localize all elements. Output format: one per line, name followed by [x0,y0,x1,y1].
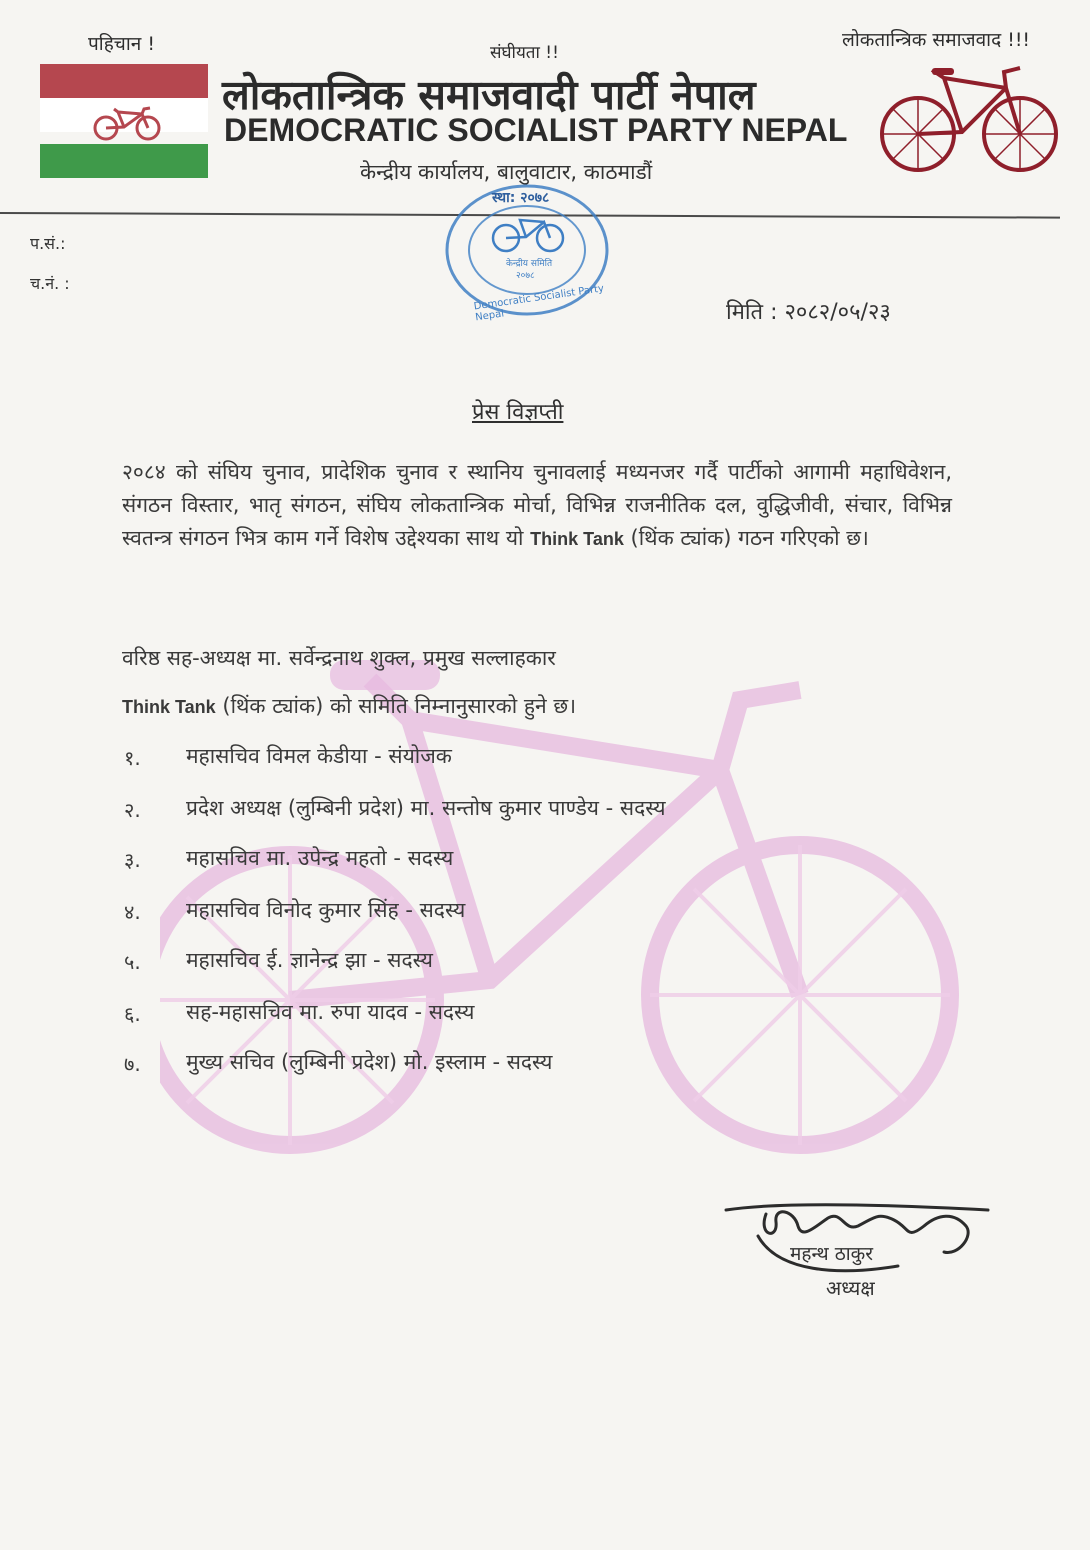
slogan-right: लोकतान्त्रिक समाजवाद !!! [842,29,1031,51]
paragraph-think-tank: Think Tank [530,529,624,549]
slogan-left: पहिचान ! [88,33,155,55]
committee-intro-text: (थिंक ट्यांक) को समिति निम्नानुसारको हुने छ। [222,694,577,718]
signatory-title: अध्यक्ष [826,1276,875,1300]
party-name-nepali: लोकतान्त्रिक समाजवादी पार्टी नेपाल [222,71,756,119]
paragraph-text-end: (थिंक ट्यांक) गठन गरिएको छ। [630,526,869,550]
official-stamp [444,182,610,324]
body-paragraph [122,456,952,556]
stamp-ring-text: Democratic Socialist Party Nepal [473,283,605,324]
member-number: ५. [124,950,141,974]
patra-sankhya-label: प.सं.: [30,234,66,253]
slogan-center: संघीयता !! [490,43,559,63]
office-address: केन्द्रीय कार्यालय, बालुवाटार, काठमाडौं [360,160,653,184]
member-number: ४. [124,900,141,924]
member-number: ३. [124,848,141,872]
member-number: १. [124,746,141,770]
committee-intro [122,692,576,720]
document-date: मिति : २०८२/०५/२३ [726,300,891,325]
document-heading: प्रेस विज्ञप्ती [472,400,564,425]
stamp-inner-text: केन्द्रीय समिति [506,259,553,269]
member-text: महासचिव विनोद कुमार सिंह - सदस्य [186,898,466,922]
member-number: ७. [124,1052,141,1076]
paragraph-text: २०८४ को संघिय चुनाव, प्रादेशिक चुनाव र स्थानिय चुनावलाई मध्यनजर गर्दै पार्टीको आगामी महाधिवेशन, संगठन विस्तार, भातृ संगठन, संघिय लोकतान्त्रिक मोर्चा, विभिन्न राजनीतिक दल, वुद्धिजीवी, संचार, विभिन्न स्वतन्त्र संगठन भित्र काम गर्ने विशेष उद्देश्यका साथ यो [122,460,952,550]
member-text: महासचिव ई. ज्ञानेन्द्र झा - सदस्य [186,948,433,972]
member-text: महासचिव विमल केडीया - संयोजक [186,744,452,768]
advisor-line: वरिष्ठ सह-अध्यक्ष मा. सर्वेन्द्रनाथ शुक्ल, प्रमुख सल्लाहकार [122,646,556,670]
member-text: प्रदेश अध्यक्ष (लुम्बिनी प्रदेश) मा. सन्तोष कुमार पाण्डेय - सदस्य [186,796,666,820]
member-number: २. [124,798,141,822]
member-number: ६. [124,1002,141,1026]
committee-think-tank: Think Tank [122,697,216,717]
stamp-established: स्था: २०७८ [492,190,550,206]
bicycle-emblem-icon [876,58,1060,178]
member-text: मुख्य सचिव (लुम्बिनी प्रदेश) मो. इस्लाम - सदस्य [186,1050,553,1074]
party-name-english: DEMOCRATIC SOCIALIST PARTY NEPAL [224,112,848,148]
signatory-name: महन्थ ठाकुर [790,1243,874,1265]
flag-band-red [40,64,208,98]
member-text: महासचिव मा. उपेन्द्र महतो - सदस्य [186,846,454,870]
stamp-inner-year: २०७८ [516,271,535,281]
flag-band-green [40,144,208,178]
chalani-number-label: च.नं. : [30,274,70,293]
member-text: सह-महासचिव मा. रुपा यादव - सदस्य [186,1000,475,1024]
flag-bicycle-icon [92,106,164,142]
